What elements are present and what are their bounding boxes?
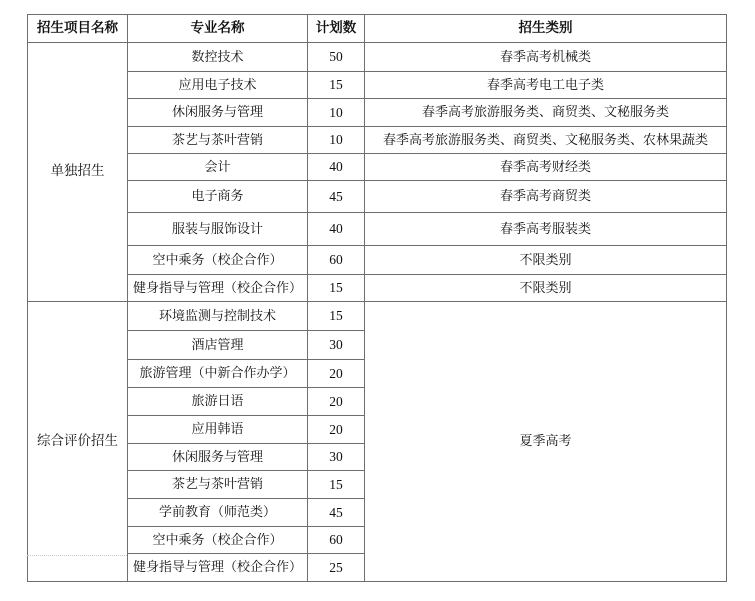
category-cell: 春季高考财经类 xyxy=(365,154,727,181)
table-row xyxy=(28,213,727,246)
table-row xyxy=(28,154,727,181)
table-row xyxy=(28,302,727,331)
category-cell: 不限类别 xyxy=(365,275,727,302)
major-cell: 休闲服务与管理 xyxy=(128,99,308,127)
plan-cell: 45 xyxy=(308,499,365,527)
table-row xyxy=(28,127,727,154)
faint-gridline xyxy=(27,555,127,556)
major-cell: 服装与服饰设计 xyxy=(128,213,308,246)
table-row xyxy=(28,275,727,302)
category-cell: 春季高考商贸类 xyxy=(365,181,727,213)
major-cell: 学前教育（师范类） xyxy=(128,499,308,527)
major-cell: 健身指导与管理（校企合作） xyxy=(128,554,308,582)
major-cell: 健身指导与管理（校企合作） xyxy=(128,275,308,302)
major-cell: 环境监测与控制技术 xyxy=(128,302,308,331)
major-cell: 数控技术 xyxy=(128,43,308,72)
group-name-comprehensive: 综合评价招生 xyxy=(28,302,128,582)
table-row xyxy=(28,72,727,99)
major-cell: 茶艺与茶叶营销 xyxy=(128,127,308,154)
plan-cell: 10 xyxy=(308,127,365,154)
major-cell: 休闲服务与管理 xyxy=(128,444,308,471)
admissions-table xyxy=(27,14,727,582)
plan-cell: 20 xyxy=(308,360,365,388)
category-cell: 春季高考旅游服务类、商贸类、文秘服务类 xyxy=(365,99,727,127)
plan-cell: 60 xyxy=(308,246,365,275)
header-plan-count: 计划数 xyxy=(308,15,365,43)
category-cell: 春季高考旅游服务类、商贸类、文秘服务类、农林果蔬类 xyxy=(365,127,727,154)
category-cell: 春季高考机械类 xyxy=(365,43,727,72)
plan-cell: 15 xyxy=(308,72,365,99)
major-cell: 酒店管理 xyxy=(128,331,308,360)
plan-cell: 40 xyxy=(308,213,365,246)
header-project-name: 招生项目名称 xyxy=(28,15,128,43)
category-cell-merged: 夏季高考 xyxy=(365,302,727,582)
header-row xyxy=(28,15,727,43)
plan-cell: 15 xyxy=(308,471,365,499)
plan-cell: 45 xyxy=(308,181,365,213)
plan-cell: 50 xyxy=(308,43,365,72)
major-cell: 应用韩语 xyxy=(128,416,308,444)
header-category: 招生类别 xyxy=(365,15,727,43)
header-major-name: 专业名称 xyxy=(128,15,308,43)
category-cell: 不限类别 xyxy=(365,246,727,275)
group-name-single: 单独招生 xyxy=(28,43,128,302)
plan-cell: 15 xyxy=(308,302,365,331)
plan-cell: 25 xyxy=(308,554,365,582)
plan-cell: 10 xyxy=(308,99,365,127)
plan-cell: 15 xyxy=(308,275,365,302)
table-row xyxy=(28,181,727,213)
major-cell: 电子商务 xyxy=(128,181,308,213)
plan-cell: 20 xyxy=(308,416,365,444)
plan-cell: 30 xyxy=(308,444,365,471)
category-cell: 春季高考服装类 xyxy=(365,213,727,246)
table-row xyxy=(28,246,727,275)
plan-cell: 20 xyxy=(308,388,365,416)
plan-cell: 30 xyxy=(308,331,365,360)
major-cell: 旅游管理（中新合作办学） xyxy=(128,360,308,388)
table-row xyxy=(28,43,727,72)
major-cell: 会计 xyxy=(128,154,308,181)
plan-cell: 60 xyxy=(308,527,365,554)
major-cell: 应用电子技术 xyxy=(128,72,308,99)
major-cell: 空中乘务（校企合作） xyxy=(128,246,308,275)
major-cell: 空中乘务（校企合作） xyxy=(128,527,308,554)
plan-cell: 40 xyxy=(308,154,365,181)
category-cell: 春季高考电工电子类 xyxy=(365,72,727,99)
major-cell: 茶艺与茶叶营销 xyxy=(128,471,308,499)
major-cell: 旅游日语 xyxy=(128,388,308,416)
table-row xyxy=(28,99,727,127)
